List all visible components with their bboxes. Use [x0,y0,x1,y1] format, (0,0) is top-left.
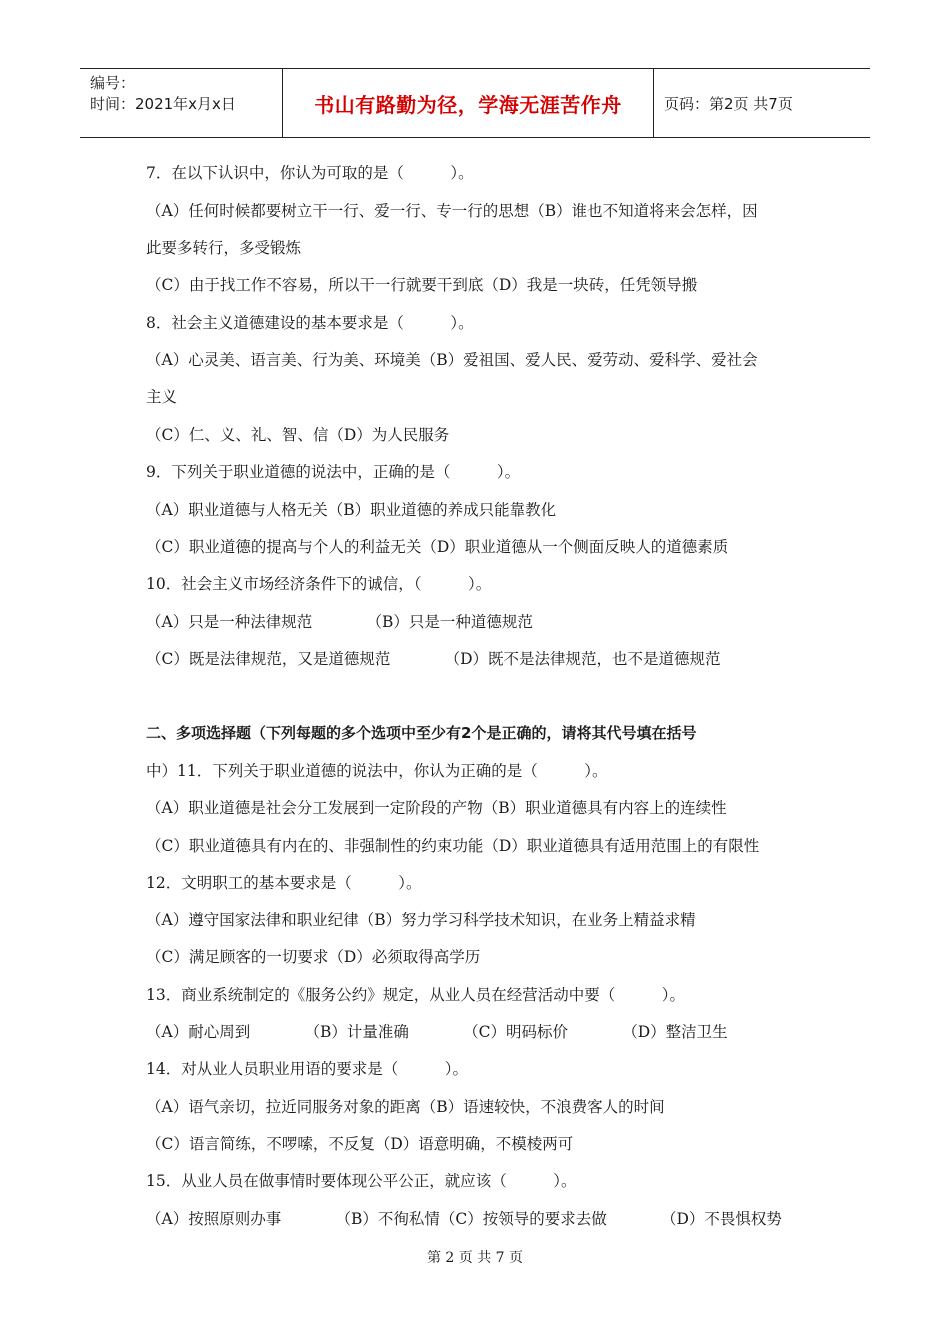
question-13: 13．商业系统制定的《服务公约》规定，从业人员在经营活动中要（ ）。 [146,986,685,1004]
question-7-options-ab: （A）任何时候都要树立干一行、爱一行、专一行的思想（B）谁也不知道将来会怎样，因 [146,202,758,220]
question-15: 15．从业人员在做事情时要体现公平公正，就应该（ ）。 [146,1172,577,1190]
question-14-options-cd: （C）语言简练，不啰嗦，不反复（D）语意明确，不模棱两可 [146,1135,574,1153]
section-heading: 二、多项选择题（下列每题的多个选项中至少有2个是正确的，请将其代号填在括号 [146,724,697,742]
question-8-options-cd: （C）仁、义、礼、智、信（D）为人民服务 [146,426,450,444]
page-footer: 第 2 页 共 7 页 [426,1250,524,1266]
question-9-options-cd: （C）职业道德的提高与个人的利益无关（D）职业道德从一个侧面反映人的道德素质 [146,538,729,556]
question-11-options-ab: （A）职业道德是社会分工发展到一定阶段的产物（B）职业道德具有内容上的连续性 [146,799,727,817]
question-12-options-ab: （A）遵守国家法律和职业纪律（B）努力学习科学技术知识，在业务上精益求精 [146,911,696,929]
question-7: 7．在以下认识中，你认为可取的是（ ）。 [146,164,474,182]
question-10-options-ab: （A）只是一种法律规范 （B）只是一种道德规范 [146,613,533,631]
question-11: 中）11．下列关于职业道德的说法中，你认为正确的是（ ）。 [146,762,608,780]
motto: 书山有路勤为径，学海无涯苦作舟 [314,92,622,117]
question-12-options-cd: （C）满足顾客的一切要求（D）必须取得高学历 [146,948,481,966]
question-8-options-ab: （A）心灵美、语言美、行为美、环境美（B）爱祖国、爱人民、爱劳动、爱科学、爱社会 [146,351,758,369]
header-motto-cell [283,69,654,137]
question-15-options: （A）按照原则办事 （B）不徇私情（C）按领导的要求去做 （D）不畏惧权势 [146,1210,782,1228]
question-14-options-ab: （A）语气亲切，拉近同服务对象的距离（B）语速较快，不浪费客人的时间 [146,1098,665,1116]
time-label: 时间：2021年x月x日 [90,95,236,113]
question-7-options-ab-cont: 此要多转行，多受锻炼 [146,239,302,257]
page-info: 页码：第2页 共7页 [664,94,793,113]
header-meta-cell [80,69,283,137]
question-10: 10．社会主义市场经济条件下的诚信，（ ）。 [146,575,492,593]
question-8: 8．社会主义道德建设的基本要求是（ ）。 [146,314,474,332]
question-9: 9．下列关于职业道德的说法中，正确的是（ ）。 [146,463,521,481]
question-9-options-ab: （A）职业道德与人格无关（B）职业道德的养成只能靠教化 [146,501,557,519]
question-14: 14．对从业人员职业用语的要求是（ ）。 [146,1060,468,1078]
page-header [80,68,870,138]
question-12: 12．文明职工的基本要求是（ ）。 [146,874,422,892]
question-7-options-cd: （C）由于找工作不容易，所以干一行就要干到底（D）我是一块砖，任凭领导搬 [146,276,698,294]
question-13-options: （A）耐心周到 （B）计量准确 （C）明码标价 （D）整洁卫生 [146,1023,728,1041]
question-8-options-ab-cont: 主义 [146,388,178,406]
number-label: 编号： [90,74,136,92]
header-page-cell [654,69,870,137]
question-11-options-cd: （C）职业道德具有内在的、非强制性的约束功能（D）职业道德具有适用范围上的有限性 [146,837,760,855]
question-10-options-cd: （C）既是法律规范，又是道德规范 （D）既不是法律规范，也不是道德规范 [146,650,721,668]
